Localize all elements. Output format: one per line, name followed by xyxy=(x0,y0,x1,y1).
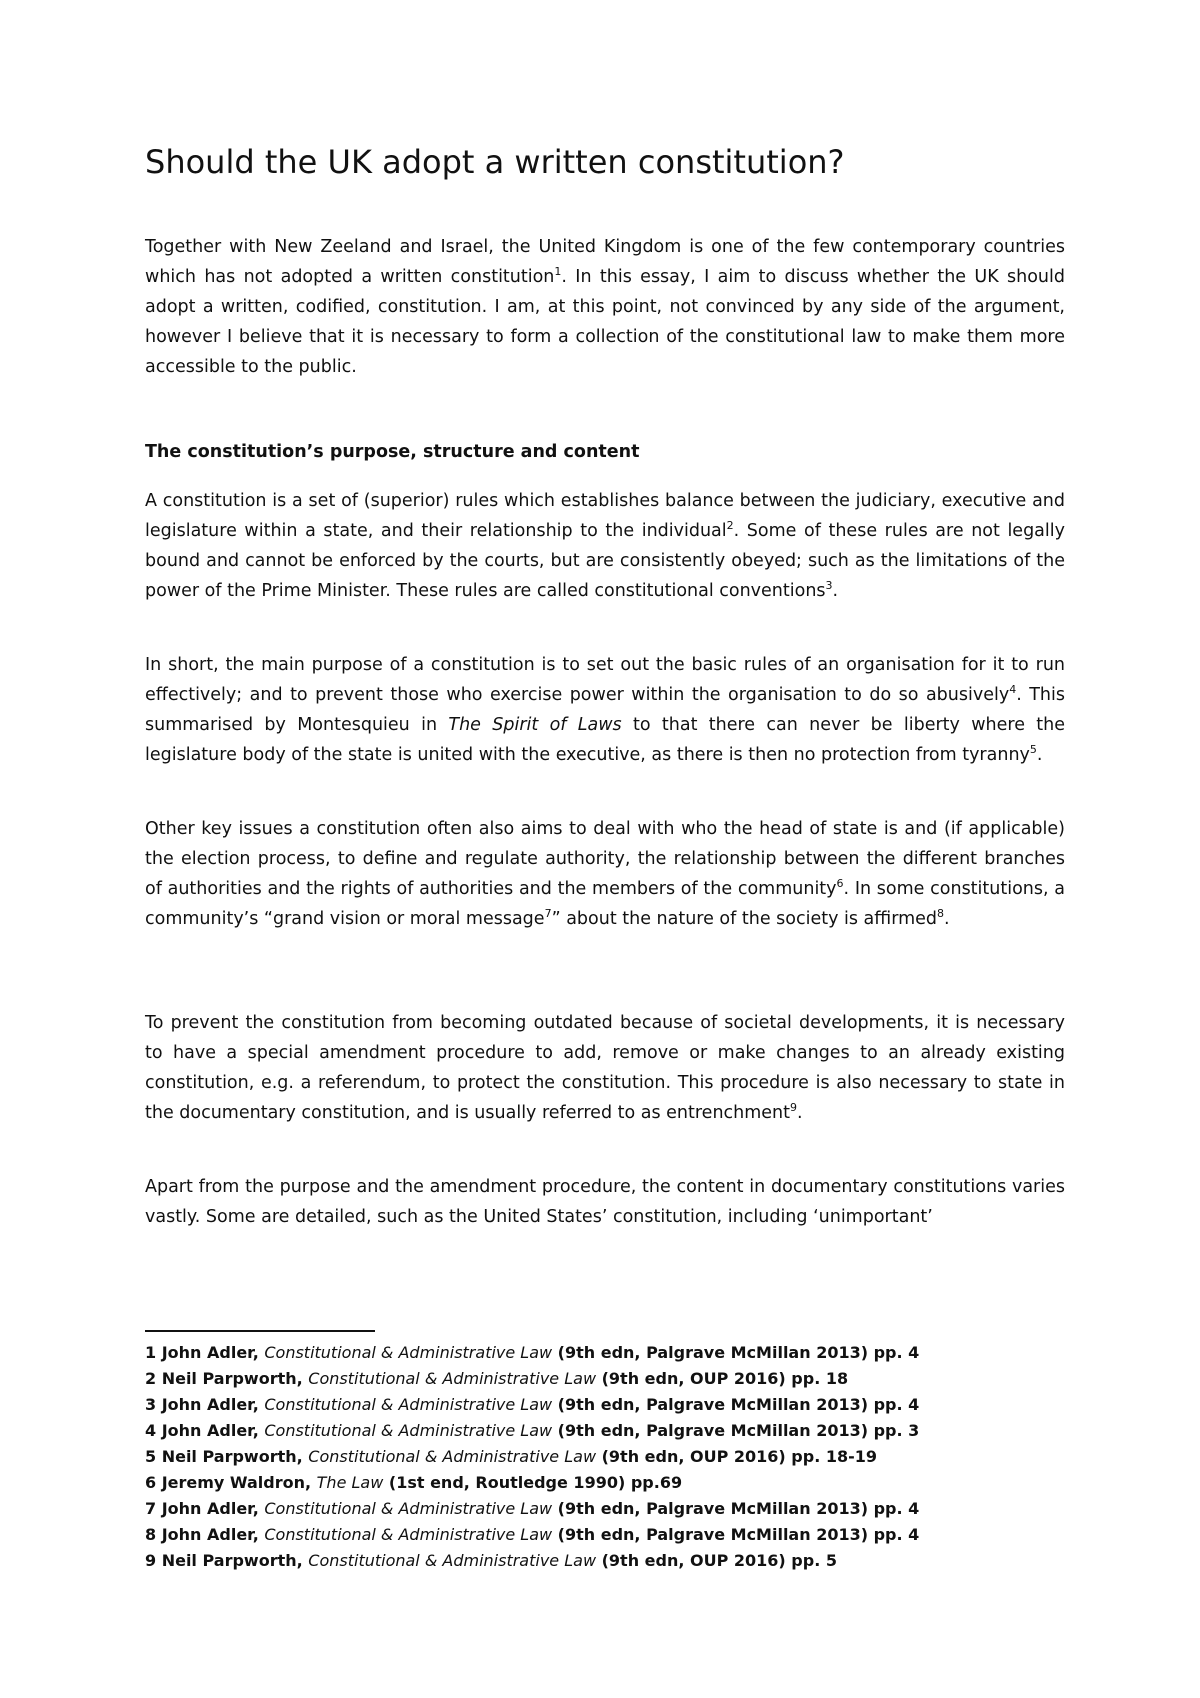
footnote-item: 8 John Adler, Constitutional & Administrative Law (9th edn, Palgrave McMillan 2013) pp. 4 xyxy=(145,1525,920,1544)
intro-paragraph: Together with New Zeeland and Israel, the United Kingdom is one of the few contemporary countries which has not adopted a written constitution$^1$. In this essay, I aim to discuss whether the UK should adopt a written, codified, constitution. I am, at this point, not convinced by any side of the argument, however I believe that it is necessary to form a collection of the constitutional law to make them more accessible to the public. xyxy=(145,237,1065,377)
footnote-item: 4 John Adler, Constitutional & Administrative Law (9th edn, Palgrave McMillan 2013) pp. 3 xyxy=(145,1421,920,1440)
footnote-item: 9 Neil Parpworth, Constitutional & Administrative Law (9th edn, OUP 2016) pp. 5 xyxy=(145,1551,837,1570)
footnote-item: 6 Jeremy Waldron, The Law (1st end, Routledge 1990) pp.69 xyxy=(145,1473,683,1492)
footnote-ref: 1 xyxy=(554,265,562,279)
footnote-ref: 2 xyxy=(726,519,734,533)
footnote-ref: 4 xyxy=(1009,683,1017,697)
footnote-ref: 9 xyxy=(790,1101,798,1115)
footnote-item: 7 John Adler, Constitutional & Administrative Law (9th edn, Palgrave McMillan 2013) pp. 4 xyxy=(145,1499,920,1518)
paragraph-purpose: In short, the main purpose of a constitution is to set out the basic rules of an organisation for it to run effectively; and to prevent those who exercise power within the organisation to do so abusively$^4$. This summarised by Montesquieu in The Spirit of Laws to that there can never be liberty where the legislature body of the state is united with the executive, as there is then no protection from tyranny$^5$. xyxy=(145,655,1066,765)
footnote-ref: 8 xyxy=(937,907,944,921)
paragraph-key-issues: Other key issues a constitution often also aims to deal with who the head of state is and (if applicable) the election process, to define and regulate authority, the relationship between the different branches of authorities and the rights of authorities and the members of the community$^6$. In some constitutions, a community’s “grand vision or moral message$^7$” about the nature of the society is affirmed$^8$. xyxy=(145,819,1066,929)
paragraph-amendment: To prevent the constitution from becoming outdated because of societal developments, it is necessary to have a special amendment procedure to add, remove or make changes to an already existing constitution, e.g. a referendum, to protect the constitution. This procedure is also necessary to state in the documentary constitution, and is usually referred to as entrenchment$^9$. xyxy=(145,1013,1065,1123)
footnote-item: 1 John Adler, Constitutional & Administrative Law (9th edn, Palgrave McMillan 2013) pp. 4 xyxy=(145,1343,920,1362)
book-title: The Spirit of Laws xyxy=(448,715,622,735)
paragraph-content: Apart from the purpose and the amendment procedure, the content in documentary constitutions varies vastly. Some are detailed, such as the United States’ constitution, including ‘unimportant’ xyxy=(145,1177,1065,1227)
footnote-item: 2 Neil Parpworth, Constitutional & Administrative Law (9th edn, OUP 2016) pp. 18 xyxy=(145,1369,849,1388)
footnote-ref: 6 xyxy=(836,877,844,891)
section-heading: The constitution’s purpose, structure and content xyxy=(145,442,640,462)
footnote-ref: 7 xyxy=(544,907,552,921)
footnote-item: 5 Neil Parpworth, Constitutional & Administrative Law (9th edn, OUP 2016) pp. 18-19 xyxy=(145,1447,878,1466)
page-title: Should the UK adopt a written constitution? xyxy=(145,143,845,181)
footnote-ref: 3 xyxy=(825,579,833,593)
paragraph-definition: A constitution is a set of (superior) rules which establishes balance between the judiciary, executive and legislature within a state, and their relationship to the individual$^2$. Some of these rules are not legally bound and cannot be enforced by the courts, but are consistently obeyed; such as the limitations of the power of the Prime Minister. These rules are called constitutional conventions$^3$. xyxy=(145,491,1065,601)
footnote-separator xyxy=(145,1330,375,1332)
footnote-item: 3 John Adler, Constitutional & Administrative Law (9th edn, Palgrave McMillan 2013) pp. 4 xyxy=(145,1395,920,1414)
footnotes-list xyxy=(145,1340,919,1574)
footnote-ref: 5 xyxy=(1029,743,1037,757)
